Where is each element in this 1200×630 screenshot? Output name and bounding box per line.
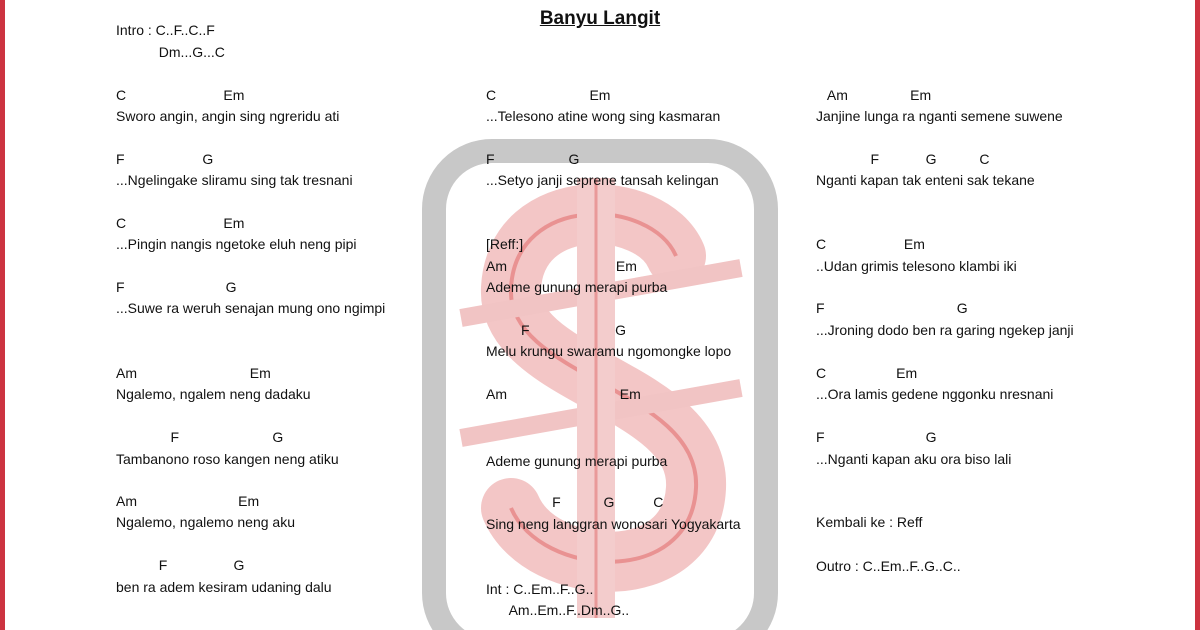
lyric-line: Sing neng langgran wonosari Yogyakarta xyxy=(486,516,741,532)
lyric-line: C Em xyxy=(116,215,245,231)
lyric-line: ...Setyo janji seprene tansah kelingan xyxy=(486,172,719,188)
lyric-line: ben ra adem kesiram udaning dalu xyxy=(116,579,332,595)
lyric-line: Am Em xyxy=(116,493,260,509)
lyric-line: ...Pingin nangis ngetoke eluh neng pipi xyxy=(116,236,357,252)
lyric-line: Dm...G...C xyxy=(116,44,225,60)
lyric-line: Melu krungu swaramu ngomongke lopo xyxy=(486,343,732,359)
lyric-line: Am Em xyxy=(486,386,641,402)
lyric-line: Ademe gunung merapi purba xyxy=(486,453,668,469)
lyric-line: Ademe gunung merapi purba xyxy=(486,279,668,295)
dollar-sign-logo xyxy=(421,138,779,630)
left-edge-bar xyxy=(0,0,5,630)
lyric-line: Sworo angin, angin sing ngreridu ati xyxy=(116,108,340,124)
lyric-line: Am Em xyxy=(486,258,637,274)
right-edge-bar xyxy=(1195,0,1200,630)
lyric-line: F G xyxy=(116,151,214,167)
lyric-line: ...Ngelingake sliramu sing tak tresnani xyxy=(116,172,353,188)
lyric-line: [Reff:] xyxy=(486,236,524,252)
lyric-line: Int : C..Em..F..G.. xyxy=(486,581,594,597)
lyric-line: C Em xyxy=(816,236,925,252)
lyric-line: ...Jroning dodo ben ra garing ngekep janji xyxy=(816,322,1074,338)
lyric-line: Intro : C..F..C..F xyxy=(116,22,215,38)
lyric-line: F G C xyxy=(486,494,664,510)
lyric-line: ...Suwe ra weruh senajan mung ono ngimpi xyxy=(116,300,386,316)
lyric-line: ..Udan grimis telesono klambi iki xyxy=(816,258,1017,274)
lyric-line: Outro : C..Em..F..G..C.. xyxy=(816,558,961,574)
lyric-line: F G xyxy=(116,429,284,445)
lyric-line: Am..Em..F..Dm..G.. xyxy=(486,602,630,618)
lyric-line: ...Ora lamis gedene nggonku nresnani xyxy=(816,386,1054,402)
lyric-line: Kembali ke : Reff xyxy=(816,514,923,530)
lyric-line: Ngalemo, ngalemo neng aku xyxy=(116,514,296,530)
lyric-line: F G xyxy=(486,151,580,167)
lyric-line: C Em xyxy=(116,87,245,103)
lyric-line: F G C xyxy=(816,151,990,167)
lyric-line: F G xyxy=(816,300,968,316)
lyric-line: Ngalemo, ngalem neng dadaku xyxy=(116,386,311,402)
lyric-line: Tambanono roso kangen neng atiku xyxy=(116,451,339,467)
lyric-line: ...Nganti kapan aku ora biso lali xyxy=(816,451,1012,467)
lyric-line: Nganti kapan tak enteni sak tekane xyxy=(816,172,1035,188)
lyric-line: C Em xyxy=(486,87,611,103)
lyric-line: C Em xyxy=(816,365,918,381)
song-title: Banyu Langit xyxy=(539,8,661,29)
lyric-line: F G xyxy=(116,557,245,573)
lyric-line: ...Telesono atine wong sing kasmaran xyxy=(486,108,721,124)
lyric-line: F G xyxy=(816,429,937,445)
lyric-line: F G xyxy=(486,322,627,338)
lyric-line: Janjine lunga ra nganti semene suwene xyxy=(816,108,1063,124)
lyric-line: Am Em xyxy=(116,365,271,381)
lyric-line: Am Em xyxy=(816,87,932,103)
lyric-line: F G xyxy=(116,279,237,295)
